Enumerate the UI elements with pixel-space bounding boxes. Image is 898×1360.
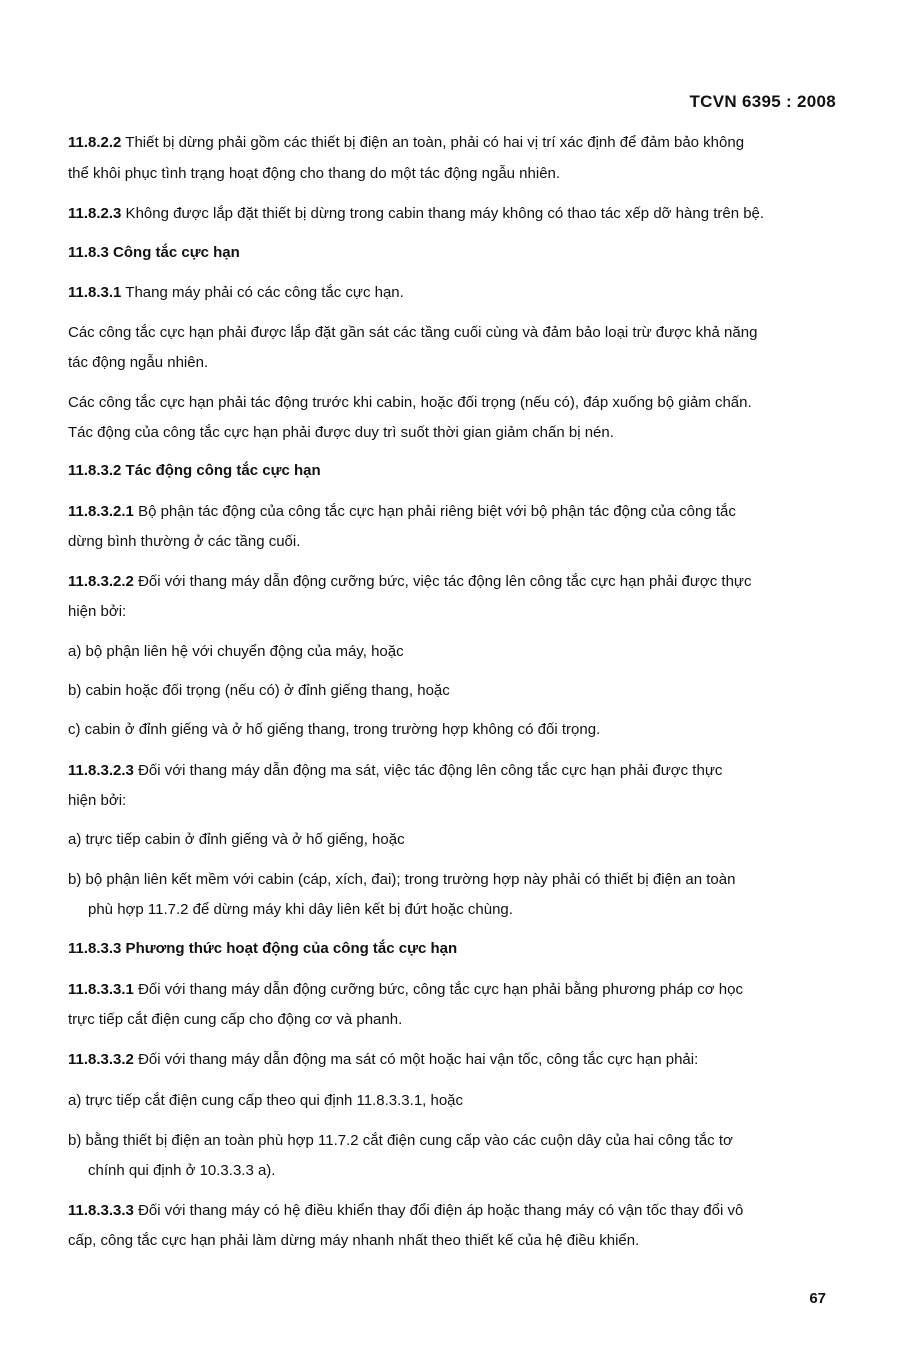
clause-text: hiện bởi: (68, 603, 127, 620)
clause-text: Đối với thang máy có hệ điều khiển thay đổi điện áp hoặc thang máy có vận tốc thay đổi vô (133, 1202, 744, 1219)
text-line (68, 1010, 402, 1030)
clause-number: 11.8.3.2.2 (68, 573, 134, 590)
clause-number: 11.8.3.3.1 (68, 981, 134, 998)
list-item (68, 642, 404, 662)
text-line (68, 353, 208, 373)
text-line (68, 502, 736, 522)
text-line (68, 980, 743, 1000)
list-item (68, 830, 405, 850)
clause-text: hiện bởi: (68, 792, 127, 809)
clause-text: Bộ phận tác động của công tắc cực hạn phải riêng biệt với bộ phận tác động của công tắc (133, 503, 736, 520)
page-number: 67 (809, 1290, 826, 1307)
text-line (68, 791, 126, 811)
clause-text: dừng bình thường ở các tầng cuối. (68, 533, 301, 550)
clause-number: 11.8.3.2.1 (68, 503, 134, 520)
text-line (68, 761, 722, 781)
clause-text: b) bằng thiết bị điện an toàn phù hợp 11.7.2 cắt điện cung cấp vào các cuộn dây của hai công tắc tơ (68, 1132, 733, 1149)
text-line (68, 393, 752, 413)
list-item (68, 870, 735, 890)
clause-text: Không được lắp đặt thiết bị dừng trong cabin thang máy không có thao tác xếp dỡ hàng trên bệ. (121, 205, 765, 222)
list-item (68, 1091, 463, 1111)
clause-text: Đối với thang máy dẫn động cưỡng bức, công tắc cực hạn phải bằng phương pháp cơ học (133, 981, 743, 998)
clause-number: 11.8.3 (68, 244, 109, 261)
list-item (68, 1131, 733, 1151)
text-line (68, 602, 126, 622)
standard-code: TCVN 6395 : 2008 (689, 92, 836, 111)
clause-number: 11.8.3.2.3 (68, 762, 134, 779)
clause-number: 11.8.3.1 (68, 284, 122, 301)
text-line (68, 532, 300, 552)
clause-text: tác động ngẫu nhiên. (68, 354, 209, 371)
clause-number: 11.8.2.3 (68, 205, 122, 222)
clause-text: Đối với thang máy dẫn động cưỡng bức, việc tác động lên công tắc cực hạn phải được thực (133, 573, 752, 590)
section-heading (68, 461, 321, 481)
clause-text: Các công tắc cực hạn phải được lắp đặt gần sát các tầng cuối cùng và đảm bảo loại trừ được khả năng (68, 324, 758, 341)
section-heading (68, 243, 240, 263)
section-heading (68, 939, 457, 959)
clause-text: b) bộ phận liên kết mềm với cabin (cáp, xích, đai); trong trường hợp này phải có thiết bị điện an toàn (68, 871, 736, 888)
text-line (68, 133, 744, 153)
clause-number: 11.8.3.3.3 (68, 1202, 134, 1219)
text-line (68, 572, 751, 592)
text-line (68, 1231, 639, 1251)
clause-number: 11.8.3.2 (68, 462, 122, 479)
clause-text: c) cabin ở đỉnh giếng và ở hố giếng thang, trong trường hợp không có đối trọng. (68, 721, 601, 738)
clause-number: 11.8.3.3.2 (68, 1051, 134, 1068)
text-line (68, 283, 404, 303)
clause-text: phù hợp 11.7.2 để dừng máy khi dây liên kết bị đứt hoặc chùng. (88, 901, 513, 918)
text-line (68, 164, 560, 184)
clause-text: Thiết bị dừng phải gồm các thiết bị điện an toàn, phải có hai vị trí xác định để đảm bảo không (121, 134, 745, 151)
clause-text: Đối với thang máy dẫn động ma sát có một hoặc hai vận tốc, công tắc cực hạn phải: (133, 1051, 699, 1068)
clause-text: Thang máy phải có các công tắc cực hạn. (121, 284, 404, 301)
clause-text: cấp, công tắc cực hạn phải làm dừng máy nhanh nhất theo thiết kế của hệ điều khiển. (68, 1232, 640, 1249)
clause-text: a) trực tiếp cabin ở đỉnh giếng và ở hố giếng, hoặc (68, 831, 405, 848)
list-item-continuation (88, 900, 513, 920)
clause-text: b) cabin hoặc đối trọng (nếu có) ở đỉnh giếng thang, hoặc (68, 682, 450, 699)
list-item (68, 681, 450, 701)
list-item (68, 720, 600, 740)
text-line (68, 1201, 743, 1221)
clause-text: a) bộ phận liên hệ với chuyển động của máy, hoặc (68, 643, 404, 660)
clause-text: Tác động của công tắc cực hạn phải được duy trì suốt thời gian giảm chấn bị nén. (68, 424, 614, 441)
clause-text: Tác động công tắc cực hạn (121, 462, 321, 479)
clause-text: thể khôi phục tình trạng hoạt động cho thang do một tác động ngẫu nhiên. (68, 165, 561, 182)
text-line (68, 423, 614, 443)
clause-text: chính qui định ở 10.3.3.3 a). (88, 1162, 276, 1179)
clause-text: Đối với thang máy dẫn động ma sát, việc tác động lên công tắc cực hạn phải được thực (133, 762, 723, 779)
clause-text: Phương thức hoạt động của công tắc cực hạn (121, 940, 458, 957)
clause-text: trực tiếp cắt điện cung cấp cho động cơ và phanh. (68, 1011, 403, 1028)
text-line (68, 204, 764, 224)
list-item-continuation (88, 1161, 275, 1181)
clause-text: Công tắc cực hạn (108, 244, 240, 261)
text-line (68, 323, 757, 343)
clause-number: 11.8.3.3 (68, 940, 122, 957)
clause-number: 11.8.2.2 (68, 134, 122, 151)
clause-text: Các công tắc cực hạn phải tác động trước khi cabin, hoặc đối trọng (nếu có), đáp xuống bộ giảm chấn. (68, 394, 752, 411)
clause-text: a) trực tiếp cắt điện cung cấp theo qui định 11.8.3.3.1, hoặc (68, 1092, 464, 1109)
text-line (68, 1050, 698, 1070)
